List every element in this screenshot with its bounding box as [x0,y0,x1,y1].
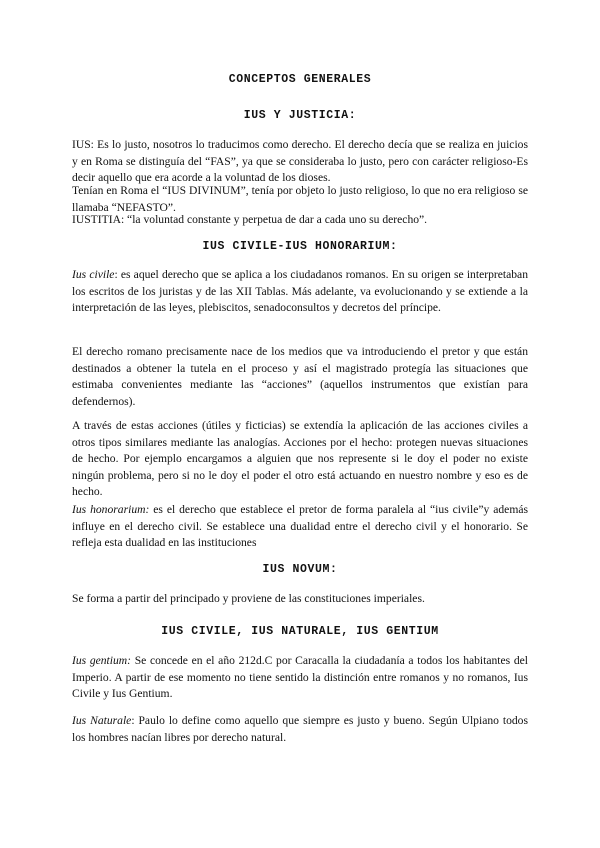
heading-ius-novum: IUS NOVUM: [262,563,338,576]
paragraph-acciones: A través de estas acciones (útiles y ficticias) se extendía la aplicación de las acciones civiles a otros tipos similares mediante las analogías. Acciones por el hecho: protegen nuevas situaciones de hecho. Por ejemplo encargamos a alguien que nos represente si le doy el poder no existe ningún problema, pero si no le doy el poder el otro está actuando en nuestro nombre y eso es de hecho. [72,419,528,499]
paragraph-ius-civile-text: : es aquel derecho que se aplica a los ciudadanos romanos. En su origen se interpretaban los escritos de los juristas y de las XII Tablas. Más adelante, va evolucionando y se extiende a la interpretación de las leyes, plebiscitos, senadoconsultos y decretos del príncipe. [72,268,528,315]
paragraph-ius-naturale [72,713,528,746]
paragraph-ius-gentium [72,653,528,703]
paragraph-derecho-romano: El derecho romano precisamente nace de los medios que va introduciendo el pretor y que están destinados a obtener la tutela en el proceso y así el magistrado protegía las situaciones que estimaba convenientes mediante las “acciones” (aquellos instrumentos que existían para defendernos). [72,345,528,408]
paragraph-ius-gentium-text: Se concede en el año 212d.C por Caracalla la ciudadanía a todos los habitantes del Imperio. A partir de ese momento no tiene sentido la distinción entre romanos y no romanos, Ius Civile y Ius Gentium. [72,654,529,701]
heading-ius-civile-naturale-gentium: IUS CIVILE, IUS NATURALE, IUS GENTIUM [161,625,439,638]
paragraph-iustitia: IUSTITIA: “la voluntad constante y perpetua de dar a cada uno su derecho”. [72,213,428,226]
paragraph-ius-civile [72,267,528,317]
term-ius-civile: Ius civile [72,268,115,281]
paragraph-ius-divinum: Tenían en Roma el “IUS DIVINUM”, tenía por objeto lo justo religioso, lo que no era religioso se llamaba “NEFASTO”. [72,184,528,214]
paragraph-ius: IUS: Es lo justo, nosotros lo traducimos como derecho. El derecho decía que se realiza en juicios y en Roma se distinguía del “FAS”, ya que se consideraba lo justo, pero con carácter religioso-Es decir aquello que era acorde a la voluntad de los dioses. [72,138,528,185]
paragraph-ius-honorarium [72,502,528,552]
term-ius-naturale: Ius Naturale [72,714,132,727]
document-title: CONCEPTOS GENERALES [228,73,372,86]
term-ius-honorarium: Ius honorarium: [72,503,150,516]
paragraph-ius-honorarium-text: es el derecho que establece el pretor de forma paralela al “ius civile”y además influye en el derecho civil. Se establece una dualidad entre el derecho civil y el honorario. Se refleja esta dualidad en las instituciones [72,503,529,550]
term-ius-gentium: Ius gentium: [72,654,132,667]
paragraph-ius-novum: Se forma a partir del principado y proviene de las constituciones imperiales. [72,592,425,605]
paragraph-ius-naturale-text: : Paulo lo define como aquello que siempre es justo y bueno. Según Ulpiano todos los hombres nacían libres por derecho natural. [72,714,528,744]
heading-ius-y-justicia: IUS Y JUSTICIA: [243,109,357,122]
heading-ius-civile-honorarium: IUS CIVILE-IUS HONORARIUM: [202,240,398,253]
